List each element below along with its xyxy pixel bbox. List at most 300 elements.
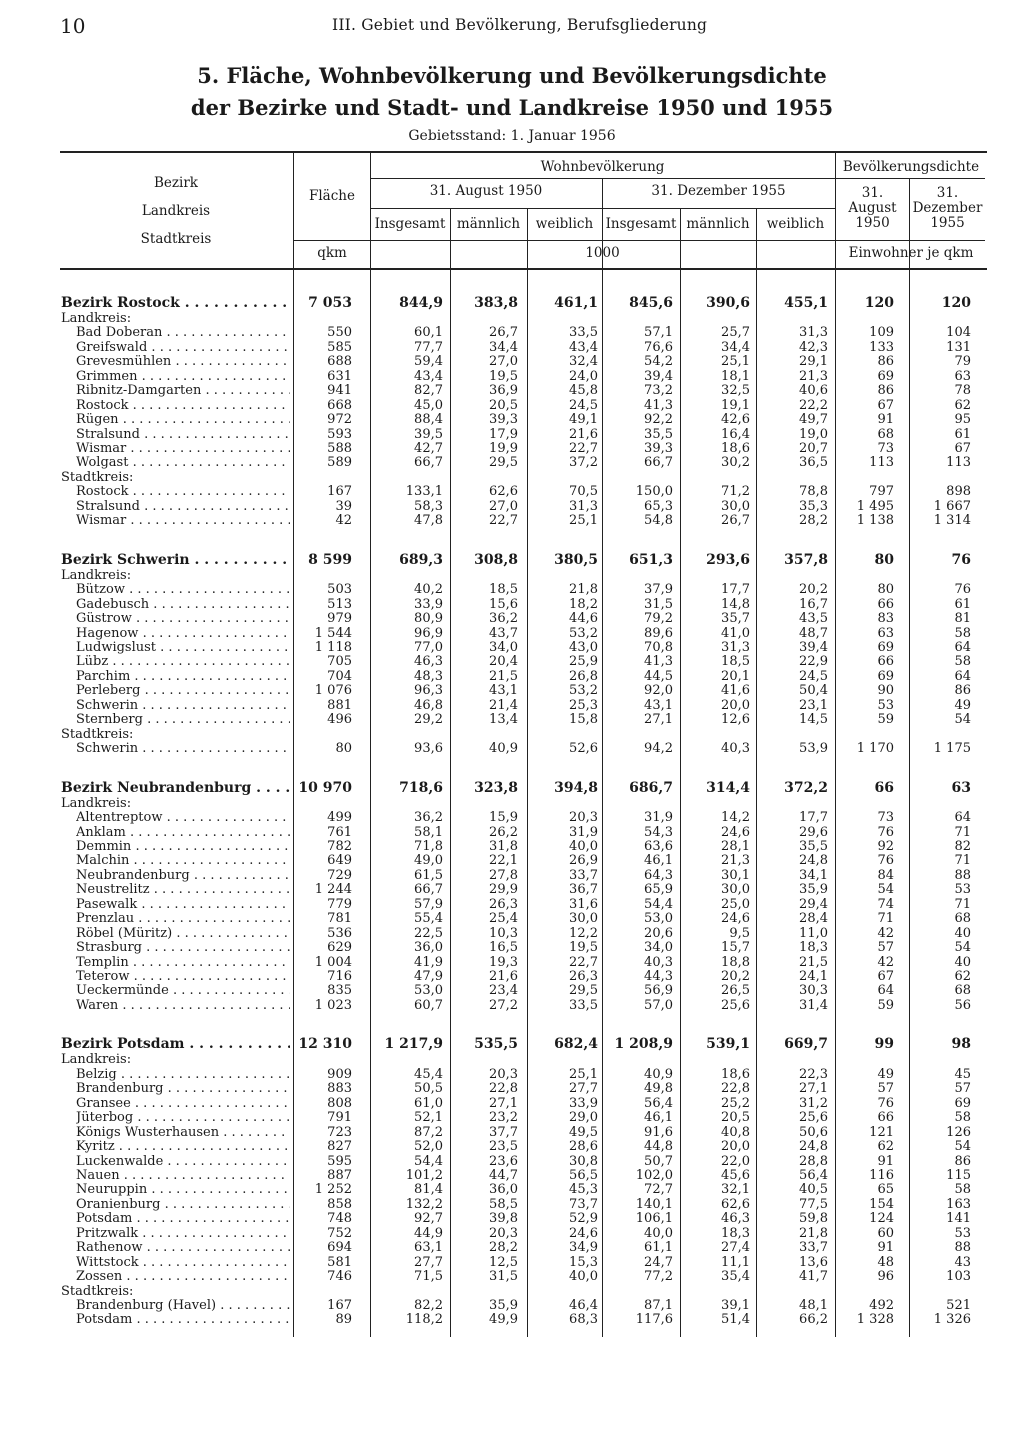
cell-col-6: 24,5 [799, 669, 828, 684]
cell-col-7: 66 [877, 597, 894, 612]
cell-col-4: 117,6 [635, 1312, 673, 1327]
cell-col-1: 132,2 [405, 1197, 443, 1212]
row-label: Wismar . . . [76, 513, 290, 528]
row-label: Oranienburg . . . [76, 1197, 290, 1212]
cell-col-1: 39,5 [414, 427, 443, 442]
table-row [0, 640, 1024, 655]
row-label: Pritzwalk . . . [76, 1226, 290, 1241]
cell-col-8: 1 667 [933, 499, 971, 514]
header-insgesamt-1950: Insgesamt [374, 216, 446, 232]
cell-col-0: 1 076 [314, 683, 352, 698]
cell-col-0: 581 [327, 1255, 352, 1270]
cell-col-2: 40,9 [489, 741, 518, 756]
cell-col-5: 18,8 [721, 955, 750, 970]
cell-col-1: 43,4 [414, 369, 443, 384]
cell-col-5: 15,7 [721, 940, 750, 955]
row-label: Pasewalk . . . [76, 897, 290, 912]
cell-col-0: 808 [327, 1096, 352, 1111]
cell-col-1: 92,7 [414, 1211, 443, 1226]
cell-col-0: 688 [327, 354, 352, 369]
cell-col-7: 121 [869, 1125, 894, 1140]
cell-col-8: 68 [954, 983, 971, 998]
cell-col-8: 88 [954, 868, 971, 883]
cell-col-1: 87,2 [414, 1125, 443, 1140]
row-label: Rathenow . . . [76, 1240, 290, 1255]
cell-col-5: 20,1 [721, 669, 750, 684]
cell-col-4: 72,7 [644, 1182, 673, 1197]
table-row [0, 484, 1024, 499]
cell-col-5: 41,6 [721, 683, 750, 698]
cell-col-6: 669,7 [784, 1036, 828, 1052]
cell-col-2: 13,4 [489, 712, 518, 727]
cell-col-7: 69 [877, 640, 894, 655]
cell-col-2: 15,6 [489, 597, 518, 612]
row-label: Ludwigslust . . . [76, 640, 290, 655]
table-row [0, 455, 1024, 470]
cell-col-3: 52,6 [569, 741, 598, 756]
row-label: Brandenburg (Havel) . . . [76, 1298, 290, 1313]
cell-col-1: 54,4 [414, 1154, 443, 1169]
cell-col-3: 34,9 [569, 1240, 598, 1255]
running-head: III. Gebiet und Bevölkerung, Berufsgliederung [332, 16, 708, 34]
header-date-1950: 31. August 1950 [429, 183, 543, 199]
cell-col-7: 66 [874, 780, 894, 796]
cell-col-6: 16,7 [799, 597, 828, 612]
cell-col-8: 82 [954, 839, 971, 854]
cell-col-2: 20,3 [489, 1226, 518, 1241]
cell-col-1: 41,9 [414, 955, 443, 970]
cell-col-2: 36,2 [489, 611, 518, 626]
cell-col-2: 19,9 [489, 441, 518, 456]
row-label: Bezirk Schwerin . . . [61, 553, 290, 568]
cell-col-8: 1 175 [933, 741, 971, 756]
cell-col-8: 61 [954, 427, 971, 442]
cell-col-5: 42,6 [721, 412, 750, 427]
cell-col-5: 26,5 [721, 983, 750, 998]
cell-col-6: 21,5 [799, 955, 828, 970]
cell-col-4: 54,4 [644, 897, 673, 912]
cell-col-0: 694 [327, 1240, 352, 1255]
row-label: Landkreis: [61, 568, 132, 583]
cell-col-5: 25,1 [721, 354, 750, 369]
cell-col-8: 64 [954, 810, 971, 825]
cell-col-3: 73,7 [569, 1197, 598, 1212]
cell-col-3: 22,7 [569, 955, 598, 970]
cell-col-8: 58 [954, 654, 971, 669]
cell-col-3: 22,7 [569, 441, 598, 456]
cell-col-0: 89 [335, 1312, 352, 1327]
cell-col-8: 95 [954, 412, 971, 427]
cell-col-8: 126 [946, 1125, 971, 1140]
cell-col-5: 25,0 [721, 897, 750, 912]
cell-col-4: 651,3 [629, 552, 673, 568]
cell-col-7: 68 [877, 427, 894, 442]
cell-col-5: 22,0 [721, 1154, 750, 1169]
cell-col-1: 93,6 [414, 741, 443, 756]
header-insgesamt-1955: Insgesamt [605, 216, 677, 232]
cell-col-1: 49,0 [414, 853, 443, 868]
row-label: Stadtkreis: [61, 727, 134, 742]
cell-col-5: 11,1 [721, 1255, 750, 1270]
table-row [0, 683, 1024, 698]
cell-col-6: 11,0 [799, 926, 828, 941]
cell-col-2: 27,0 [489, 499, 518, 514]
header-dichte-1955-day: 31. [936, 185, 959, 201]
cell-col-0: 827 [327, 1139, 352, 1154]
cell-col-4: 845,6 [629, 295, 673, 311]
row-label: Bezirk Potsdam . . . [61, 1037, 290, 1052]
cell-col-3: 18,2 [569, 597, 598, 612]
cell-col-1: 52,0 [414, 1139, 443, 1154]
header-flaeche: Fläche [309, 188, 355, 204]
cell-col-2: 17,9 [489, 427, 518, 442]
cell-col-7: 96 [877, 1269, 894, 1284]
cell-col-6: 33,7 [799, 1240, 828, 1255]
cell-col-5: 20,5 [721, 1110, 750, 1125]
cell-col-6: 17,7 [799, 810, 828, 825]
cell-col-2: 20,3 [489, 1067, 518, 1082]
cell-col-0: 716 [327, 969, 352, 984]
section-label-row [0, 568, 1024, 583]
cell-col-3: 43,0 [569, 640, 598, 655]
cell-col-4: 56,9 [644, 983, 673, 998]
cell-col-0: 858 [327, 1197, 352, 1212]
cell-col-4: 49,8 [644, 1081, 673, 1096]
row-label: Stralsund . . . [76, 499, 290, 514]
cell-col-3: 33,7 [569, 868, 598, 883]
cell-col-4: 140,1 [635, 1197, 673, 1212]
cell-col-1: 45,0 [414, 398, 443, 413]
cell-col-7: 48 [877, 1255, 894, 1270]
cell-col-1: 53,0 [414, 983, 443, 998]
cell-col-8: 141 [946, 1211, 971, 1226]
row-label: Ueckermünde . . . [76, 983, 290, 998]
cell-col-2: 49,9 [489, 1312, 518, 1327]
cell-col-5: 40,3 [721, 741, 750, 756]
cell-col-0: 8 599 [308, 552, 352, 568]
cell-col-6: 34,1 [799, 868, 828, 883]
cell-col-6: 31,2 [799, 1096, 828, 1111]
cell-col-7: 73 [877, 441, 894, 456]
cell-col-8: 113 [946, 455, 971, 470]
cell-col-8: 63 [954, 369, 971, 384]
cell-col-5: 34,4 [721, 340, 750, 355]
cell-col-3: 33,5 [569, 325, 598, 340]
row-label: Stralsund . . . [76, 427, 290, 442]
row-label: Wolgast . . . [76, 455, 290, 470]
cell-col-5: 14,2 [721, 810, 750, 825]
row-label: Greifswald . . . [76, 340, 290, 355]
table-row [0, 882, 1024, 897]
cell-col-0: 12 310 [298, 1036, 352, 1052]
cell-col-5: 17,7 [721, 582, 750, 597]
cell-col-1: 96,3 [414, 683, 443, 698]
header-date-1955: 31. Dezember 1955 [651, 183, 786, 199]
cell-col-4: 150,0 [635, 484, 673, 499]
cell-col-8: 88 [954, 1240, 971, 1255]
row-label: Hagenow . . . [76, 626, 290, 641]
cell-col-7: 42 [877, 955, 894, 970]
header-dichte-1950-year: 1950 [855, 215, 890, 231]
cell-col-4: 87,1 [644, 1298, 673, 1313]
cell-col-0: 704 [327, 669, 352, 684]
cell-col-4: 39,3 [644, 441, 673, 456]
cell-col-8: 67 [954, 441, 971, 456]
table-row [0, 1197, 1024, 1212]
cell-col-2: 44,7 [489, 1168, 518, 1183]
cell-col-2: 27,2 [489, 998, 518, 1013]
cell-col-4: 31,9 [644, 810, 673, 825]
cell-col-2: 27,8 [489, 868, 518, 883]
cell-col-0: 167 [327, 1298, 352, 1313]
cell-col-7: 69 [877, 669, 894, 684]
table-row [0, 825, 1024, 840]
cell-col-6: 31,4 [799, 998, 828, 1013]
cell-col-4: 73,2 [644, 383, 673, 398]
cell-col-8: 56 [954, 998, 971, 1013]
cell-col-0: 631 [327, 369, 352, 384]
cell-col-3: 46,4 [569, 1298, 598, 1313]
cell-col-0: 589 [327, 455, 352, 470]
cell-col-5: 390,6 [706, 295, 750, 311]
cell-col-0: 748 [327, 1211, 352, 1226]
cell-col-2: 29,5 [489, 455, 518, 470]
table-row [0, 1125, 1024, 1140]
cell-col-2: 43,7 [489, 626, 518, 641]
row-label: Malchin . . . [76, 853, 290, 868]
cell-col-0: 887 [327, 1168, 352, 1183]
page-number: 10 [60, 14, 86, 38]
cell-col-5: 71,2 [721, 484, 750, 499]
cell-col-7: 109 [869, 325, 894, 340]
cell-col-4: 91,6 [644, 1125, 673, 1140]
cell-col-3: 21,8 [569, 582, 598, 597]
cell-col-3: 40,0 [569, 1269, 598, 1284]
cell-col-6: 77,5 [799, 1197, 828, 1212]
cell-col-4: 35,5 [644, 427, 673, 442]
cell-col-4: 56,4 [644, 1096, 673, 1111]
cell-col-2: 23,2 [489, 1110, 518, 1125]
cell-col-3: 31,3 [569, 499, 598, 514]
cell-col-6: 19,0 [799, 427, 828, 442]
cell-col-5: 35,4 [721, 1269, 750, 1284]
cell-col-7: 120 [864, 295, 894, 311]
cell-col-8: 163 [946, 1197, 971, 1212]
cell-col-7: 76 [877, 1096, 894, 1111]
cell-col-5: 20,0 [721, 1139, 750, 1154]
table-row [0, 1168, 1024, 1183]
cell-col-0: 668 [327, 398, 352, 413]
cell-col-1: 59,4 [414, 354, 443, 369]
cell-col-3: 25,3 [569, 698, 598, 713]
cell-col-7: 74 [877, 897, 894, 912]
cell-col-4: 92,2 [644, 412, 673, 427]
cell-col-1: 77,7 [414, 340, 443, 355]
cell-col-3: 29,0 [569, 1110, 598, 1125]
cell-col-4: 54,2 [644, 354, 673, 369]
section-label-row [0, 727, 1024, 742]
row-label: Belzig . . . [76, 1067, 290, 1082]
cell-col-6: 23,1 [799, 698, 828, 713]
cell-col-3: 25,9 [569, 654, 598, 669]
cell-col-0: 1 004 [314, 955, 352, 970]
row-label: Potsdam . . . [76, 1312, 290, 1327]
cell-col-1: 48,3 [414, 669, 443, 684]
cell-col-2: 20,4 [489, 654, 518, 669]
row-label: Neubrandenburg . . . [76, 868, 290, 883]
cell-col-1: 46,8 [414, 698, 443, 713]
cell-col-8: 104 [946, 325, 971, 340]
cell-col-5: 39,1 [721, 1298, 750, 1313]
row-label: Neustrelitz . . . [76, 882, 290, 897]
cell-col-7: 1 170 [856, 741, 894, 756]
cell-col-3: 25,1 [569, 1067, 598, 1082]
cell-col-6: 21,8 [799, 1226, 828, 1241]
cell-col-4: 106,1 [635, 1211, 673, 1226]
cell-col-8: 53 [954, 882, 971, 897]
cell-col-2: 23,6 [489, 1154, 518, 1169]
row-label: Landkreis: [61, 311, 132, 326]
cell-col-6: 78,8 [799, 484, 828, 499]
cell-col-6: 372,2 [784, 780, 828, 796]
cell-col-3: 29,5 [569, 983, 598, 998]
cell-col-3: 33,9 [569, 1096, 598, 1111]
cell-col-6: 18,3 [799, 940, 828, 955]
table-row [0, 712, 1024, 727]
table-row [0, 1110, 1024, 1125]
cell-col-5: 27,4 [721, 1240, 750, 1255]
cell-col-0: 10 970 [298, 780, 352, 796]
row-label: Grevesmühlen . . . [76, 354, 290, 369]
cell-col-8: 71 [954, 853, 971, 868]
cell-col-6: 28,4 [799, 911, 828, 926]
cell-col-7: 91 [877, 412, 894, 427]
table-row [0, 1211, 1024, 1226]
cell-col-3: 31,6 [569, 897, 598, 912]
cell-col-6: 43,5 [799, 611, 828, 626]
cell-col-3: 380,5 [554, 552, 598, 568]
cell-col-7: 66 [877, 654, 894, 669]
cell-col-5: 18,6 [721, 441, 750, 456]
cell-col-1: 80,9 [414, 611, 443, 626]
cell-col-8: 63 [951, 780, 971, 796]
cell-col-4: 44,3 [644, 969, 673, 984]
cell-col-4: 64,3 [644, 868, 673, 883]
table-row [0, 1255, 1024, 1270]
header-dichte-1950-day: 31. [861, 185, 884, 201]
cell-col-3: 44,6 [569, 611, 598, 626]
cell-col-3: 37,2 [569, 455, 598, 470]
cell-col-1: 689,3 [399, 552, 443, 568]
cell-col-3: 20,3 [569, 810, 598, 825]
cell-col-4: 79,2 [644, 611, 673, 626]
cell-col-7: 91 [877, 1240, 894, 1255]
row-label: Kyritz . . . [76, 1139, 290, 1154]
section-label-row [0, 796, 1024, 811]
cell-col-0: 1 023 [314, 998, 352, 1013]
cell-col-0: 723 [327, 1125, 352, 1140]
row-label: Bezirk Rostock . . . [61, 296, 290, 311]
cell-col-4: 66,7 [644, 455, 673, 470]
cell-col-5: 18,1 [721, 369, 750, 384]
cell-col-1: 718,6 [399, 780, 443, 796]
cell-col-6: 455,1 [784, 295, 828, 311]
cell-col-3: 461,1 [554, 295, 598, 311]
cell-col-1: 58,3 [414, 499, 443, 514]
cell-col-7: 84 [877, 868, 894, 883]
cell-col-8: 40 [954, 955, 971, 970]
cell-col-2: 22,7 [489, 513, 518, 528]
cell-col-6: 53,9 [799, 741, 828, 756]
cell-col-3: 43,4 [569, 340, 598, 355]
cell-col-5: 35,7 [721, 611, 750, 626]
cell-col-0: 791 [327, 1110, 352, 1125]
cell-col-8: 62 [954, 969, 971, 984]
row-label: Templin . . . [76, 955, 290, 970]
header-weiblich-1955: weiblich [766, 216, 825, 232]
cell-col-8: 1 326 [933, 1312, 971, 1327]
cell-col-0: 42 [335, 513, 352, 528]
table-row [0, 1081, 1024, 1096]
row-label: Altentreptow . . . [76, 810, 290, 825]
cell-col-8: 81 [954, 611, 971, 626]
table-title-line1: 5. Fläche, Wohnbevölkerung und Bevölkerungsdichte [197, 63, 827, 88]
cell-col-8: 54 [954, 1139, 971, 1154]
cell-col-5: 46,3 [721, 1211, 750, 1226]
table-row [0, 1154, 1024, 1169]
row-label: Nauen . . . [76, 1168, 290, 1183]
table-row [0, 441, 1024, 456]
row-label: Güstrow . . . [76, 611, 290, 626]
cell-col-7: 91 [877, 1154, 894, 1169]
table-row [0, 499, 1024, 514]
cell-col-1: 57,9 [414, 897, 443, 912]
cell-col-1: 82,7 [414, 383, 443, 398]
cell-col-3: 30,8 [569, 1154, 598, 1169]
cell-col-7: 92 [877, 839, 894, 854]
cell-col-5: 30,0 [721, 499, 750, 514]
cell-col-8: 53 [954, 1226, 971, 1241]
cell-col-2: 18,5 [489, 582, 518, 597]
cell-col-0: 585 [327, 340, 352, 355]
cell-col-2: 308,8 [474, 552, 518, 568]
cell-col-6: 22,3 [799, 1067, 828, 1082]
cell-col-4: 46,1 [644, 1110, 673, 1125]
cell-col-2: 22,1 [489, 853, 518, 868]
cell-col-3: 53,2 [569, 626, 598, 641]
table-row [0, 926, 1024, 941]
cell-col-5: 12,6 [721, 712, 750, 727]
table-row [0, 983, 1024, 998]
cell-col-5: 51,4 [721, 1312, 750, 1327]
cell-col-2: 39,8 [489, 1211, 518, 1226]
cell-col-0: 972 [327, 412, 352, 427]
cell-col-6: 28,8 [799, 1154, 828, 1169]
cell-col-6: 42,3 [799, 340, 828, 355]
cell-col-3: 49,1 [569, 412, 598, 427]
cell-col-4: 57,1 [644, 325, 673, 340]
cell-col-6: 24,1 [799, 969, 828, 984]
cell-col-4: 70,8 [644, 640, 673, 655]
cell-col-8: 54 [954, 940, 971, 955]
cell-col-7: 90 [877, 683, 894, 698]
cell-col-3: 24,6 [569, 1226, 598, 1241]
cell-col-0: 550 [327, 325, 352, 340]
cell-col-3: 28,6 [569, 1139, 598, 1154]
cell-col-6: 56,4 [799, 1168, 828, 1183]
cell-col-2: 19,5 [489, 369, 518, 384]
cell-col-6: 29,6 [799, 825, 828, 840]
